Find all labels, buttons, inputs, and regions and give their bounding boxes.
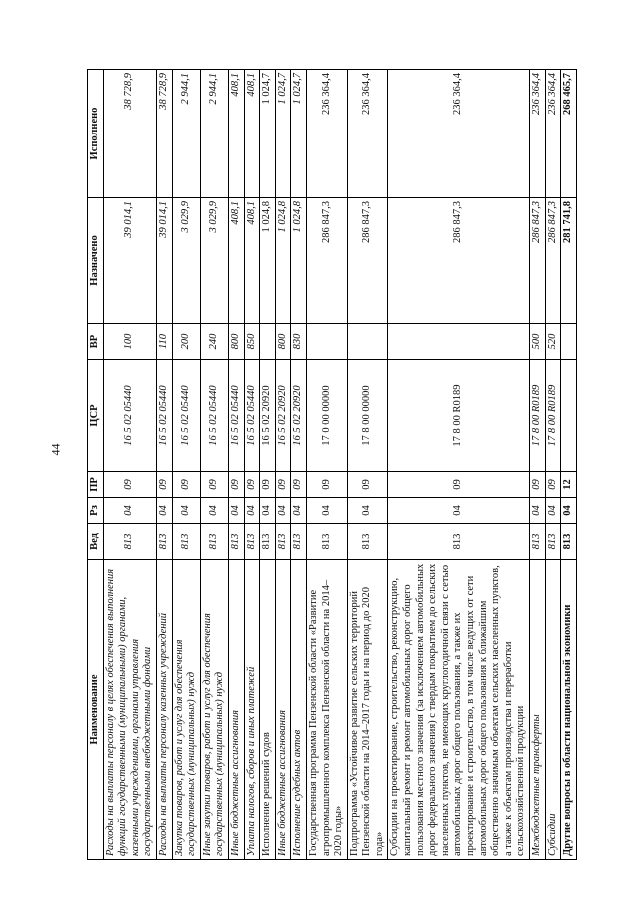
cell-executed: 2 944,1 [200,70,228,198]
header-executed: Исполнено [88,70,104,198]
table-row [530,70,546,860]
cell-vr: 800 [275,324,291,360]
cell-assigned: 408,1 [244,198,260,324]
rotated-table-wrapper [87,70,574,860]
cell-executed: 236 364,4 [388,70,530,198]
table-body [103,70,576,860]
cell-ved: 813 [347,524,388,560]
cell-vr [347,324,388,360]
cell-name: Подпрограмма «Устойчивое развитие сельских территорий Пензенской области на 2014–2017 годы и на период до 2020 года» [347,560,388,860]
cell-csr: 16 5 02 20920 [275,360,291,472]
cell-pr: 09 [545,472,561,498]
table-row [561,70,577,860]
cell-rz: 04 [103,498,156,524]
cell-pr: 09 [260,472,276,498]
cell-assigned: 1 024,8 [260,198,276,324]
cell-assigned: 408,1 [228,198,244,324]
cell-executed: 38 728,9 [103,70,156,198]
cell-csr: 16 5 02 05440 [156,360,172,472]
cell-pr: 09 [244,472,260,498]
header-row [88,70,104,860]
budget-table [87,69,577,860]
cell-pr: 09 [306,472,347,498]
cell-csr: 16 5 02 05440 [228,360,244,472]
cell-executed: 236 364,4 [347,70,388,198]
cell-rz: 04 [545,498,561,524]
cell-executed: 38 728,9 [156,70,172,198]
cell-rz: 04 [275,498,291,524]
cell-assigned: 286 847,3 [545,198,561,324]
cell-executed: 236 364,4 [545,70,561,198]
cell-name: Иные бюджетные ассигнования [275,560,291,860]
cell-pr: 09 [530,472,546,498]
cell-assigned: 3 029,9 [200,198,228,324]
cell-ved: 813 [260,524,276,560]
cell-rz: 04 [244,498,260,524]
cell-executed: 2 944,1 [172,70,200,198]
cell-vr [306,324,347,360]
cell-name: Расходы на выплаты персоналу казенных учреждений [156,560,172,860]
cell-vr [260,324,276,360]
header-vr: ВР [88,324,104,360]
header-csr: ЦСР [88,360,104,472]
cell-assigned: 39 014,1 [156,198,172,324]
cell-ved: 813 [545,524,561,560]
table-row [260,70,276,860]
cell-csr: 17 8 00 00000 [347,360,388,472]
cell-csr: 17 8 00 R0189 [545,360,561,472]
cell-assigned: 286 847,3 [306,198,347,324]
cell-csr: 17 8 00 R0189 [388,360,530,472]
cell-executed: 1 024,7 [260,70,276,198]
cell-ved: 813 [561,524,577,560]
table-row [306,70,347,860]
cell-executed: 236 364,4 [530,70,546,198]
cell-assigned: 39 014,1 [103,198,156,324]
cell-rz: 04 [260,498,276,524]
cell-rz: 04 [156,498,172,524]
cell-rz: 04 [200,498,228,524]
cell-ved: 813 [244,524,260,560]
cell-executed: 236 364,4 [306,70,347,198]
cell-name: Государственная программа Пензенской области «Развитие агропромышленного комплекса Пензенской области на 2014–2020 годы» [306,560,347,860]
cell-csr: 16 5 02 05440 [172,360,200,472]
cell-vr: 110 [156,324,172,360]
table-row [244,70,260,860]
header-rz: Рз [88,498,104,524]
header-ved: Вед [88,524,104,560]
cell-vr: 850 [244,324,260,360]
cell-vr [388,324,530,360]
table-row [275,70,291,860]
cell-pr: 09 [228,472,244,498]
cell-name: Закупка товаров, работ и услуг для обеспечения государственных (муниципальных) нужд [172,560,200,860]
cell-ved: 813 [530,524,546,560]
cell-vr: 200 [172,324,200,360]
cell-ved: 813 [200,524,228,560]
cell-executed: 268 465,7 [561,70,577,198]
cell-assigned: 286 847,3 [530,198,546,324]
cell-ved: 813 [291,524,307,560]
cell-assigned: 286 847,3 [388,198,530,324]
cell-name: Иные бюджетные ассигнования [228,560,244,860]
cell-ved: 813 [103,524,156,560]
cell-name: Исполнение решений судов [260,560,276,860]
cell-csr: 16 5 02 05440 [200,360,228,472]
cell-vr: 520 [545,324,561,360]
cell-pr: 09 [103,472,156,498]
header-assigned: Назначено [88,198,104,324]
cell-executed: 1 024,7 [291,70,307,198]
cell-vr: 100 [103,324,156,360]
table-row [347,70,388,860]
cell-ved: 813 [156,524,172,560]
cell-rz: 04 [347,498,388,524]
cell-csr: 16 5 02 05440 [244,360,260,472]
cell-name: Субсидии на проектирование, строительство, реконструкцию, капитальный ремонт и ремонт автомобильных дорог общего пользования местного значения (за исключением автомобильных дорог федерального значения) с твердым покрытием до сельских населенных пунктов, не имеющих круглогодичной связи с сетью автомобильных дорог общего пользования, а также их проектирование и строительство, в том числе ведущих от сети автомобильных дорог общего пользования к ближайшим общественно значимым объектам сельских населенных пунктов, а также к объектам производства и переработки сельскохозяйственной продукции [388,560,530,860]
cell-csr: 16 5 02 05440 [103,360,156,472]
cell-assigned: 1 024,8 [275,198,291,324]
cell-rz: 04 [228,498,244,524]
cell-assigned: 286 847,3 [347,198,388,324]
page-number: 44 [48,443,63,456]
cell-pr: 09 [388,472,530,498]
cell-executed: 408,1 [228,70,244,198]
cell-assigned: 3 029,9 [172,198,200,324]
cell-name: Субсидии [545,560,561,860]
table-row [388,70,530,860]
cell-executed: 408,1 [244,70,260,198]
cell-executed: 1 024,7 [275,70,291,198]
cell-rz: 04 [530,498,546,524]
cell-vr: 830 [291,324,307,360]
cell-name: Уплата налогов, сборов и иных платежей [244,560,260,860]
cell-ved: 813 [228,524,244,560]
cell-csr: 17 0 00 00000 [306,360,347,472]
cell-pr: 09 [347,472,388,498]
header-pr: ПР [88,472,104,498]
table-row [103,70,156,860]
cell-pr: 12 [561,472,577,498]
cell-name: Межбюджетные трансферты [530,560,546,860]
cell-rz: 04 [291,498,307,524]
cell-pr: 09 [172,472,200,498]
cell-pr: 09 [200,472,228,498]
cell-vr: 500 [530,324,546,360]
cell-csr: 17 8 00 R0189 [530,360,546,472]
cell-name: Расходы на выплаты персоналу в целях обеспечения выполнения функций государственными (муниципальными) органами, казенными учреждениями, органами управления государственными внебюджетными фондами [103,560,156,860]
cell-csr [561,360,577,472]
cell-assigned: 1 024,8 [291,198,307,324]
cell-csr: 16 5 02 20920 [260,360,276,472]
cell-ved: 813 [306,524,347,560]
table-row [200,70,228,860]
cell-pr: 09 [156,472,172,498]
table-row [156,70,172,860]
header-name: Наименование [88,560,104,860]
table-row [291,70,307,860]
cell-vr [561,324,577,360]
cell-rz: 04 [306,498,347,524]
cell-rz: 04 [388,498,530,524]
cell-name: Иные закупки товаров, работ и услуг для обеспечения государственных (муниципальных) нужд [200,560,228,860]
cell-ved: 813 [172,524,200,560]
cell-rz: 04 [561,498,577,524]
cell-ved: 813 [388,524,530,560]
cell-pr: 09 [275,472,291,498]
cell-pr: 09 [291,472,307,498]
table-row [172,70,200,860]
cell-name: Исполнение судебных актов [291,560,307,860]
cell-rz: 04 [172,498,200,524]
cell-name: Другие вопросы в области национальной экономики [561,560,577,860]
cell-vr: 240 [200,324,228,360]
cell-csr: 16 5 02 20920 [291,360,307,472]
cell-assigned: 281 741,8 [561,198,577,324]
table-row [228,70,244,860]
cell-ved: 813 [275,524,291,560]
cell-vr: 800 [228,324,244,360]
table-row [545,70,561,860]
